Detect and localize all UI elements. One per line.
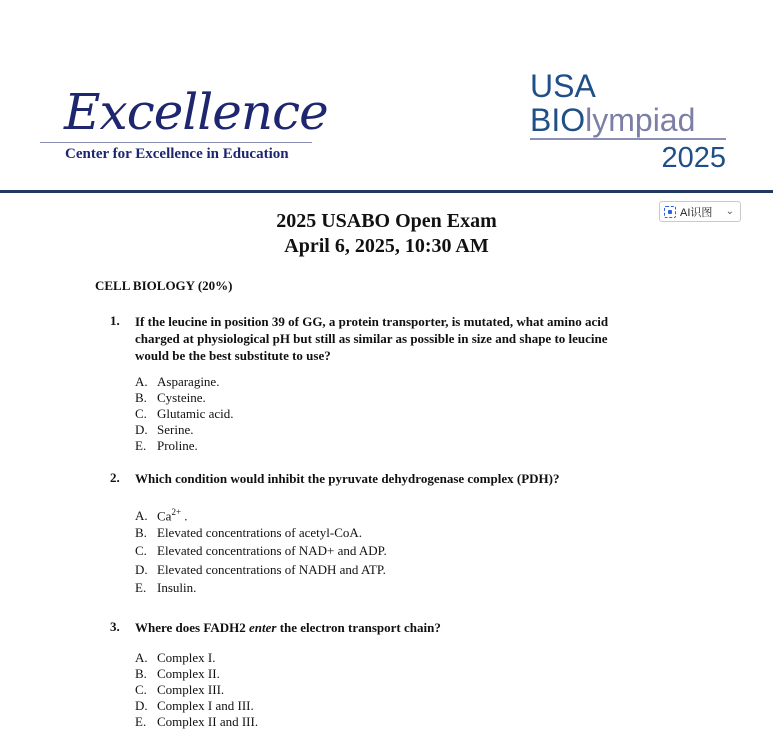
option-text: Elevated concentrations of acetyl-CoA. [157,525,363,540]
logo-biolympiad-text [530,102,695,138]
question-text-start: Where does FADH2 [135,620,249,635]
question-text-emphasis: enter [248,620,277,635]
exam-date: April 6, 2025, 10:30 AM [284,235,489,257]
option-letter: B. [135,666,147,681]
option-text: Ca [157,508,172,524]
option-text: Elevated concentrations of NAD+ and ADP. [157,543,387,558]
option-text: Cysteine. [157,390,206,405]
option-text: Complex III. [157,682,225,697]
answer-option[interactable] [135,543,387,559]
question-line: would be the best substitute to use? [135,348,331,363]
option-text-suffix: . [181,508,188,524]
option-text: Complex II. [157,666,220,681]
answer-option[interactable] [135,580,196,596]
logo-year-text: 2025 [661,142,726,174]
question-text-end: the electron transport chain? [276,620,441,635]
option-letter: C. [135,682,147,697]
option-text: Complex I and III. [157,698,254,713]
option-text: Elevated concentrations of NADH and ATP. [157,562,386,577]
exam-title: 2025 USABO Open Exam [276,210,497,232]
answer-option[interactable] [135,714,258,730]
option-text: Proline. [157,438,198,453]
option-text: Complex II and III. [157,714,259,729]
question-line: charged at physiological pH but still as similar as possible in size and shape to leucine [135,331,608,346]
question-text [135,619,675,636]
answer-option[interactable] [135,406,234,422]
option-letter: D. [135,562,148,577]
logo-bio-text: BIO [530,102,586,138]
question-number: 3. [110,619,120,634]
option-text: Glutamic acid. [157,406,234,421]
question-number: 1. [110,313,120,328]
option-letter: B. [135,390,147,405]
option-letter: B. [135,525,147,540]
section-heading: CELL BIOLOGY (20%) [95,278,233,293]
header-divider [0,190,773,193]
usabo-logo [530,70,730,176]
option-superscript: 2+ [171,507,182,517]
option-letter: C. [135,543,147,558]
question-text [135,313,675,364]
ai-button-label: AI识图 [680,206,713,219]
logo-divider [40,142,312,143]
option-text: Insulin. [157,580,197,595]
logo-lympiad-text: lympiad [585,102,696,138]
answer-option[interactable] [135,666,220,682]
option-letter: E. [135,580,147,595]
option-text: Asparagine. [157,374,220,389]
answer-option[interactable] [135,650,216,666]
chevron-down-icon: ⌄ [725,206,734,217]
option-letter: C. [135,406,147,421]
answer-option[interactable] [135,682,224,698]
question-number: 2. [110,470,120,485]
logo-usa-text: USA [530,68,596,104]
option-letter: D. [135,698,148,713]
logo-divider [530,138,726,140]
option-letter: A. [135,650,148,665]
answer-option[interactable] [135,507,188,524]
answer-option[interactable] [135,422,193,438]
answer-option[interactable] [135,374,219,390]
option-letter: E. [135,714,147,729]
answer-option[interactable] [135,698,254,714]
question-text: Which condition would inhibit the pyruvate dehydrogenase complex (PDH)? [135,471,560,486]
option-letter: E. [135,438,147,453]
option-text: Complex I. [157,650,216,665]
logo-subtitle: Center for Excellence in Education [65,146,289,162]
excellence-logo-word: Excellence [64,83,328,141]
answer-option[interactable] [135,438,198,454]
option-letter: A. [135,374,148,389]
option-letter: D. [135,422,148,437]
answer-option[interactable] [135,525,362,541]
option-text: Serine. [157,422,194,437]
answer-option[interactable] [135,562,386,578]
question-line: If the leucine in position 39 of GG, a protein transporter, is mutated, what amino acid [135,314,609,329]
option-letter: A. [135,508,148,524]
answer-option[interactable] [135,390,206,406]
